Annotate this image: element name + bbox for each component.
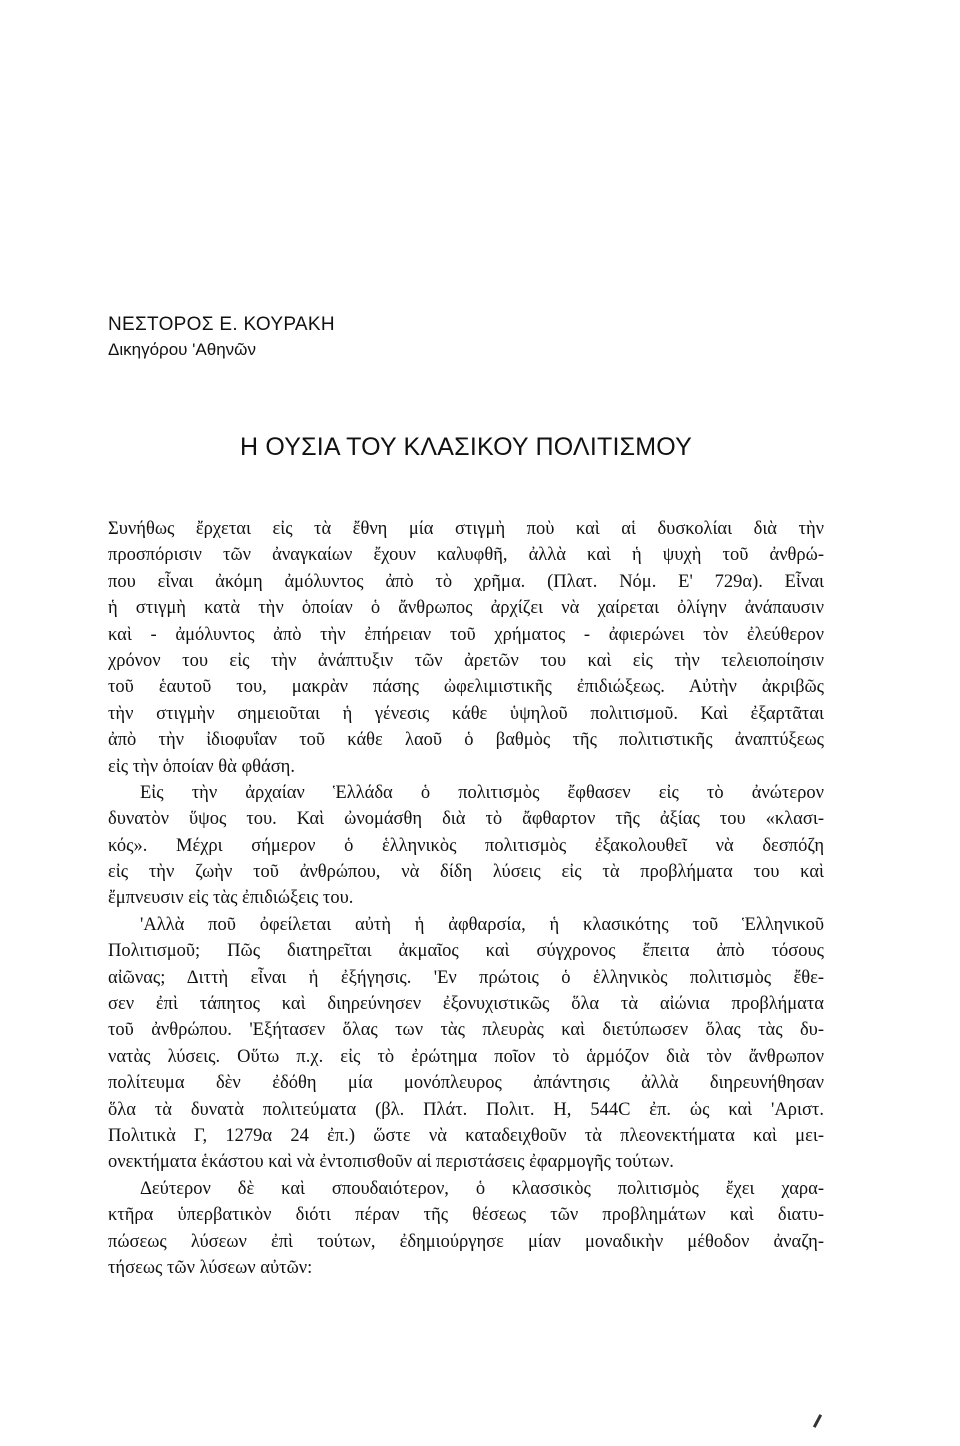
text-line: 'Αλλὰ ποῦ ὀφείλεται αὐτὴ ἡ ἀφθαρσία, ἡ κλασικότης τοῦ Ἑλληνικοῦ [140,914,824,935]
article-body [108,516,824,1281]
text-line: πώσεως λύσεων ἐπὶ τούτων, ἐδημιούργησε μίαν μοναδικὴν μέθοδον ἀναζη- [108,1231,824,1252]
author-name: ΝΕΣΤΟΡΟΣ Ε. ΚΟΥΡΑΚΗ [108,314,335,335]
text-line: Συνήθως ἔρχεται εἰς τὰ ἔθνη μία στιγμὴ ποὺ καὶ αἱ δυσκολίαι διὰ τὴν [108,519,824,539]
text-line: ἀπὸ τὴν ἰδιοφυΐαν τοῦ κάθε λαοῦ ὁ βαθμὸς τῆς πολιτιστικῆς ἀναπτύξεως [108,730,824,751]
text-line: αἰῶνας; Διττὴ εἶναι ἡ ἐξήγησις. 'Εν πρώτοις ὁ ἑλληνικὸς πολιτισμὸς ἔθε- [108,967,824,988]
text-line: σεν ἐπὶ τάπητος καὶ διηρεύνησεν ἐξονυχιστικῶς ὅλα τὰ αἰώνια προβλήματα [108,994,824,1015]
document-page [108,0,824,1446]
text-line: Εἰς τὴν ἀρχαίαν Ἑλλάδα ὁ πολιτισμὸς ἔφθασεν εἰς τὸ ἀνώτερον [140,782,824,803]
text-line: που εἶναι ἀκόμη ἀμόλυντος ἀπὸ τὸ χρῆμα. (Πλατ. Νόμ. Ε' 729α). Εἶναι [108,571,824,592]
text-line: τὴν στιγμὴν σημειοῦται ἡ γένεσις κάθε ὑψηλοῦ πολιτισμοῦ. Καὶ ἐξαρτᾶται [108,703,824,724]
text-line: εἰς τὴν ὁποίαν θὰ φθάση. [108,756,295,777]
text-line: εἰς τὴν ζωὴν τοῦ ἀνθρώπου, νὰ δίδη λύσεις εἰς τὰ προβλήματα του καὶ [108,862,824,883]
author-block [108,312,335,362]
text-line: κτῆρα ὑπερβατικὸν διότι πέραν τῆς θέσεως τῶν προβλημάτων καὶ διατυ- [108,1205,824,1226]
text-line: νατὰς λύσεις. Οὕτω π.χ. εἰς τὸ ἐρώτημα ποῖον τὸ ἁρμόζον διὰ τὸν ἄνθρωπον [108,1046,824,1067]
text-line: ἡ στιγμὴ κατὰ τὴν ὁποίαν ὁ ἄνθρωπος ἀρχίζει νὰ χαίρεται ὀλίγην ἀνάπαυσιν [108,598,824,619]
text-line: ονεκτήματα ἑκάστου καὶ νὰ ἐντοπισθοῦν αἱ περιστάσεις ἐφαρμογῆς τούτων. [108,1152,674,1173]
text-line: κός». Μέχρι σήμερον ὁ ἑλληνικὸς πολιτισμὸς ἐξακολουθεῖ νὰ δεσπόζη [108,835,824,856]
text-line: ὅλα τὰ δυνατὰ πολιτεύματα (βλ. Πλάτ. Πολιτ. Η, 544C ἐπ. ὡς καὶ 'Αριστ. [108,1099,824,1120]
scan-mark [813,1414,822,1428]
text-line: δυνατὸν ὕψος του. Καὶ ὠνομάσθη διὰ τὸ ἄφθαρτον τῆς ἀξίας του «κλασι- [108,809,824,830]
text-line: τοῦ ἑαυτοῦ του, μακρὰν πάσης ὠφελιμιστικῆς ἐπιδιώξεως. Αὐτὴν ἀκριβῶς [108,677,824,698]
text-line: τήσεως τῶν λύσεων αὐτῶν: [108,1257,313,1278]
author-affiliation: Δικηγόρου 'Αθηνῶν [108,340,256,359]
text-line: Δεύτερον δὲ καὶ σπουδαιότερον, ὁ κλασσικὸς πολιτισμὸς ἔχει χαρα- [140,1178,824,1199]
text-line: τοῦ ἀνθρώπου. 'Εξήτασεν ὅλας των τὰς πλευρὰς καὶ διετύπωσεν ὅλας τὰς δυ- [108,1020,824,1041]
text-line: καὶ - ἀμόλυντος ἀπὸ τὴν ἐπήρειαν τοῦ χρήματος - ἀφιερώνει τὸν ἐλεύθερον [108,624,824,645]
article-title: Η ΟΥΣΙΑ ΤΟΥ ΚΛΑΣΙΚΟΥ ΠΟΛΙΤΙΣΜΟΥ [239,433,692,461]
text-line: προσπόρισιν τῶν ἀναγκαίων ἔχουν καλυφθῆ, ἀλλὰ καὶ ἡ ψυχὴ τοῦ ἀνθρώ- [108,545,824,566]
text-line: Πολιτικὰ Γ, 1279α 24 ἐπ.) ὥστε νὰ καταδειχθοῦν τὰ πλεονεκτήματα καὶ μει- [108,1125,824,1146]
text-line: χρόνον του εἰς τὴν ἀνάπτυξιν τῶν ἀρετῶν του καὶ εἰς τὴν τελειοποίησιν [108,650,824,671]
text-line: πολίτευμα δὲν ἐδόθη μία μονόπλευρος ἀπάντησις ἀλλὰ διηρευνήθησαν [108,1073,824,1094]
text-line: Πολιτισμοῦ; Πῶς διατηρεῖται ἀκμαῖος καὶ σύγχρονος ἔπειτα ἀπὸ τόσους [108,941,824,962]
text-line: ἔμπνευσιν εἰς τὰς ἐπιδιώξεις του. [108,888,354,909]
